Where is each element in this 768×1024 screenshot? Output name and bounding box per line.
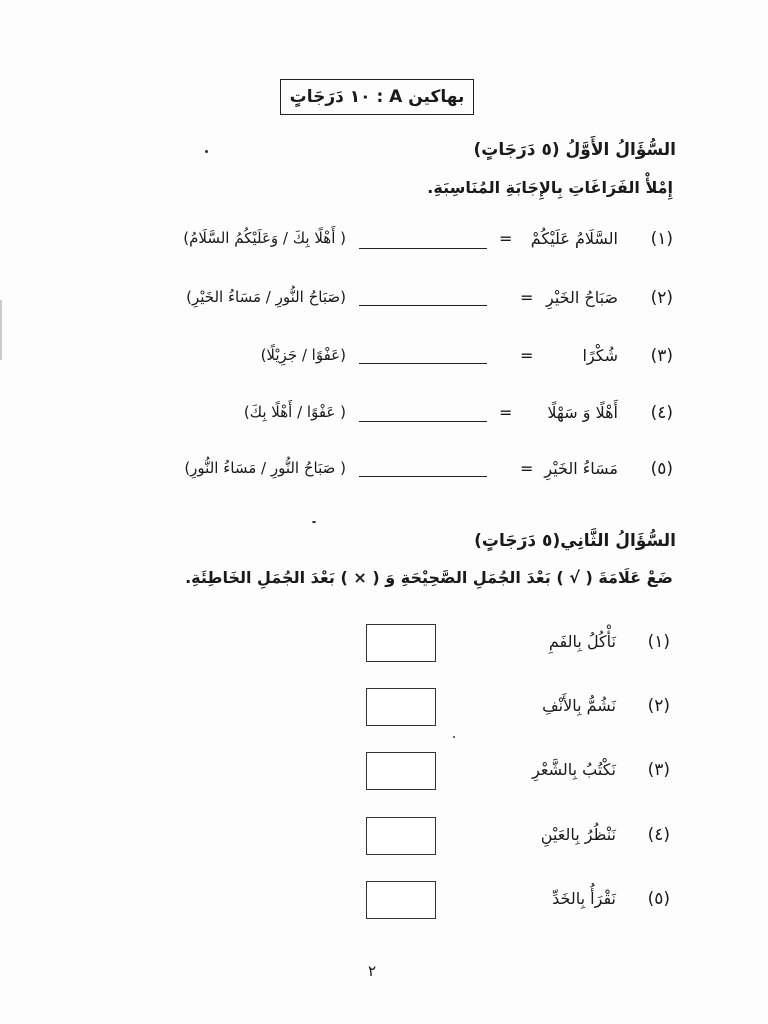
page-number: ٢ <box>368 962 377 980</box>
q2-item3-number: (٣) <box>647 760 670 780</box>
q1-item4-number: (٤) <box>650 403 673 423</box>
q2-item5-sentence: نَقْرَأُ بِالخَدِّ <box>552 889 616 908</box>
q1-item2-equals: = <box>520 288 534 307</box>
q1-item4-equals: = <box>499 403 513 422</box>
q1-item3-equals: = <box>520 346 534 365</box>
q2-item3-sentence: نَكْتُبُ بِالشَّعْرِ <box>532 760 616 779</box>
section-header-label: بهاكين A : ١٠ دَرَجَاتٍ <box>289 87 465 107</box>
q2-item4-answer-box[interactable] <box>366 817 436 855</box>
q1-item2-options: (صَبَاحُ النُّورِ / مَسَاءُ الخَيْرِ) <box>186 288 346 306</box>
q2-item4-sentence: نَنْظُرُ بِالعَيْنِ <box>540 825 616 844</box>
question1-instruction: إِمْلأْ الفَرَاغَاتِ بِالإِجَابَةِ المُنَاسِبَةِ. <box>427 178 673 197</box>
q1-item2-blank[interactable] <box>359 305 487 306</box>
q1-item1-equals: = <box>499 229 513 248</box>
section-header-box <box>280 79 474 115</box>
q1-item1-options: ( أَهْلًا بِكَ / وَعَلَيْكُمُ السَّلَامُ) <box>183 229 346 247</box>
q2-item5-number: (٥) <box>647 889 670 909</box>
q2-item4-number: (٤) <box>647 825 670 845</box>
q1-item3-word: شُكْرًا <box>582 346 618 365</box>
q2-item1-number: (١) <box>647 632 670 652</box>
question1-title: السُّؤَالُ الأَوَّلُ (٥ دَرَجَاتٍ) <box>473 140 676 160</box>
question2-title: السُّؤَالُ الثَّانِي(٥ دَرَجَاتٍ) <box>474 531 676 551</box>
q1-item2-number: (٢) <box>650 288 673 308</box>
q1-item3-blank[interactable] <box>359 363 487 364</box>
scan-margin-mark <box>0 300 2 360</box>
q2-item2-number: (٢) <box>647 696 670 716</box>
q1-item5-equals: = <box>520 459 534 478</box>
q1-item2-word: صَبَاحُ الخَيْرِ <box>545 288 618 307</box>
q1-item5-number: (٥) <box>650 459 673 479</box>
q1-item5-word: مَسَاءُ الخَيْرِ <box>544 459 618 478</box>
q2-item2-sentence: نَشُمُّ بِالأَنْفِ <box>542 696 616 715</box>
q2-item1-answer-box[interactable] <box>366 624 436 662</box>
q1-item4-word: أَهْلًا وَ سَهْلًا <box>547 403 618 422</box>
q1-item5-options: ( صَبَاحُ النُّورِ / مَسَاءُ النُّورِ) <box>184 459 346 477</box>
q2-item2-answer-box[interactable] <box>366 688 436 726</box>
stray-dot <box>205 150 208 153</box>
q2-item5-answer-box[interactable] <box>366 881 436 919</box>
q1-item4-options: ( عَفْوًا / أَهْلًا بِكَ) <box>243 403 346 421</box>
q1-item3-options: (عَفْوًا / جَزِيْلًا) <box>260 346 346 364</box>
q1-item5-blank[interactable] <box>359 476 487 477</box>
q1-item1-number: (١) <box>650 229 673 249</box>
q2-item1-sentence: نَأْكُلُ بِالفَمِ <box>548 632 616 651</box>
q1-item4-blank[interactable] <box>359 421 487 422</box>
q2-item3-answer-box[interactable] <box>366 752 436 790</box>
q1-item3-number: (٣) <box>650 346 673 366</box>
question2-instruction: ضَعْ عَلَامَةَ ( √ ) بَعْدَ الجُمَلِ الصَّحِيْحَةِ وَ ( × ) بَعْدَ الجُمَلِ الخَاطِئَةِ. <box>185 568 673 587</box>
q1-item1-word: السَّلَامُ عَلَيْكُمْ <box>530 229 618 248</box>
stray-dot <box>453 736 455 738</box>
q1-item1-blank[interactable] <box>359 248 487 249</box>
stray-mark <box>312 521 316 523</box>
